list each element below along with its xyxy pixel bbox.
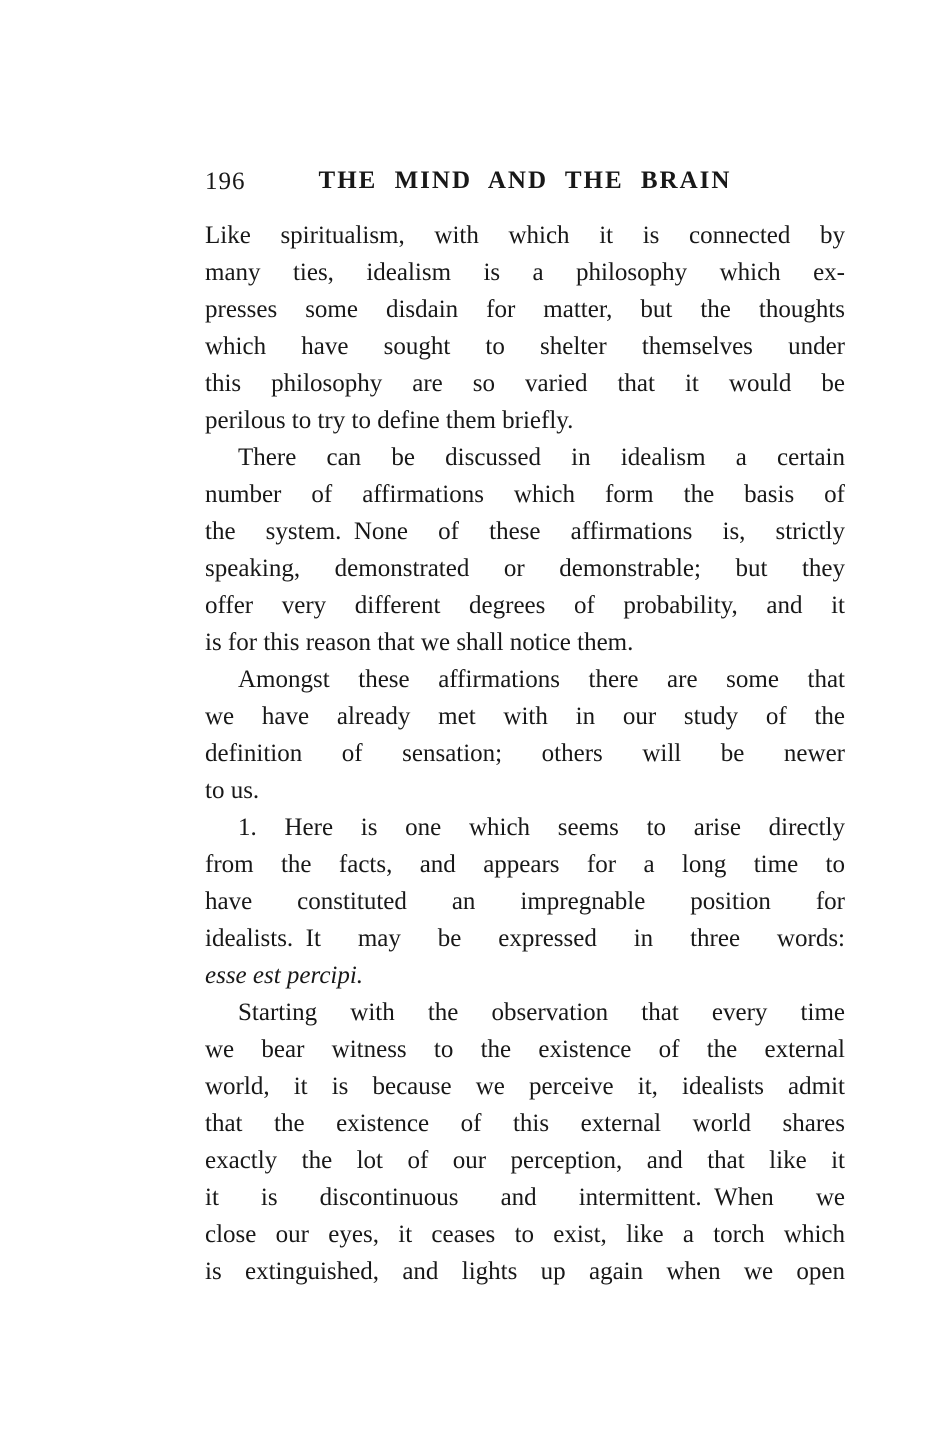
text-line: is extinguished, and lights up again when we open (205, 1258, 845, 1285)
text-line: which have sought to shelter themselves under (205, 333, 845, 360)
text-line: There can be discussed in idealism a certain (238, 444, 845, 471)
text-block (205, 167, 845, 1290)
text-line: Starting with the observation that every time (238, 999, 845, 1026)
text-line: 1. Here is one which seems to arise directly (238, 814, 845, 841)
paragraph (205, 661, 845, 809)
text-line: esse est percipi. (205, 962, 364, 989)
text-line: exactly the lot of our perception, and that like it (205, 1147, 845, 1174)
text-line: have constituted an impregnable position for (205, 888, 845, 915)
text-line: it is discontinuous and intermittent. When we (205, 1184, 845, 1211)
text-line: world, it is because we perceive it, idealists admit (205, 1073, 845, 1100)
running-title: THE MIND AND THE BRAIN (318, 167, 732, 194)
text-line: from the facts, and appears for a long time to (205, 851, 845, 878)
text-line: number of affirmations which form the basis of (205, 481, 845, 508)
text-line: idealists. It may be expressed in three words: (205, 925, 845, 952)
text-line: speaking, demonstrated or demonstrable; but they (205, 555, 845, 582)
text-line: definition of sensation; others will be newer (205, 740, 845, 767)
text-line: close our eyes, it ceases to exist, like a torch which (205, 1221, 845, 1248)
text-line: the system. None of these affirmations is, strictly (205, 518, 845, 545)
text-line: that the existence of this external world shares (205, 1110, 845, 1137)
text-line: Like spiritualism, with which it is connected by (205, 222, 845, 249)
paragraph (205, 809, 845, 994)
text-line: we have already met with in our study of the (205, 703, 845, 730)
text-line: perilous to try to define them briefly. (205, 407, 574, 434)
paragraph (205, 439, 845, 661)
page-body (205, 217, 845, 1290)
text-line: offer very different degrees of probability, and it (205, 592, 845, 619)
text-line: to us. (205, 777, 260, 804)
text-line: this philosophy are so varied that it would be (205, 370, 845, 397)
text-line: is for this reason that we shall notice them. (205, 629, 634, 656)
text-line: many ties, idealism is a philosophy which ex- (205, 259, 845, 286)
page-header (205, 167, 845, 195)
paragraph (205, 994, 845, 1290)
text-line: presses some disdain for matter, but the thoughts (205, 296, 845, 323)
text-line: Amongst these affirmations there are some that (238, 666, 845, 693)
text-line: we bear witness to the existence of the external (205, 1036, 845, 1063)
paragraph (205, 217, 845, 439)
page-number: 196 (205, 168, 246, 195)
